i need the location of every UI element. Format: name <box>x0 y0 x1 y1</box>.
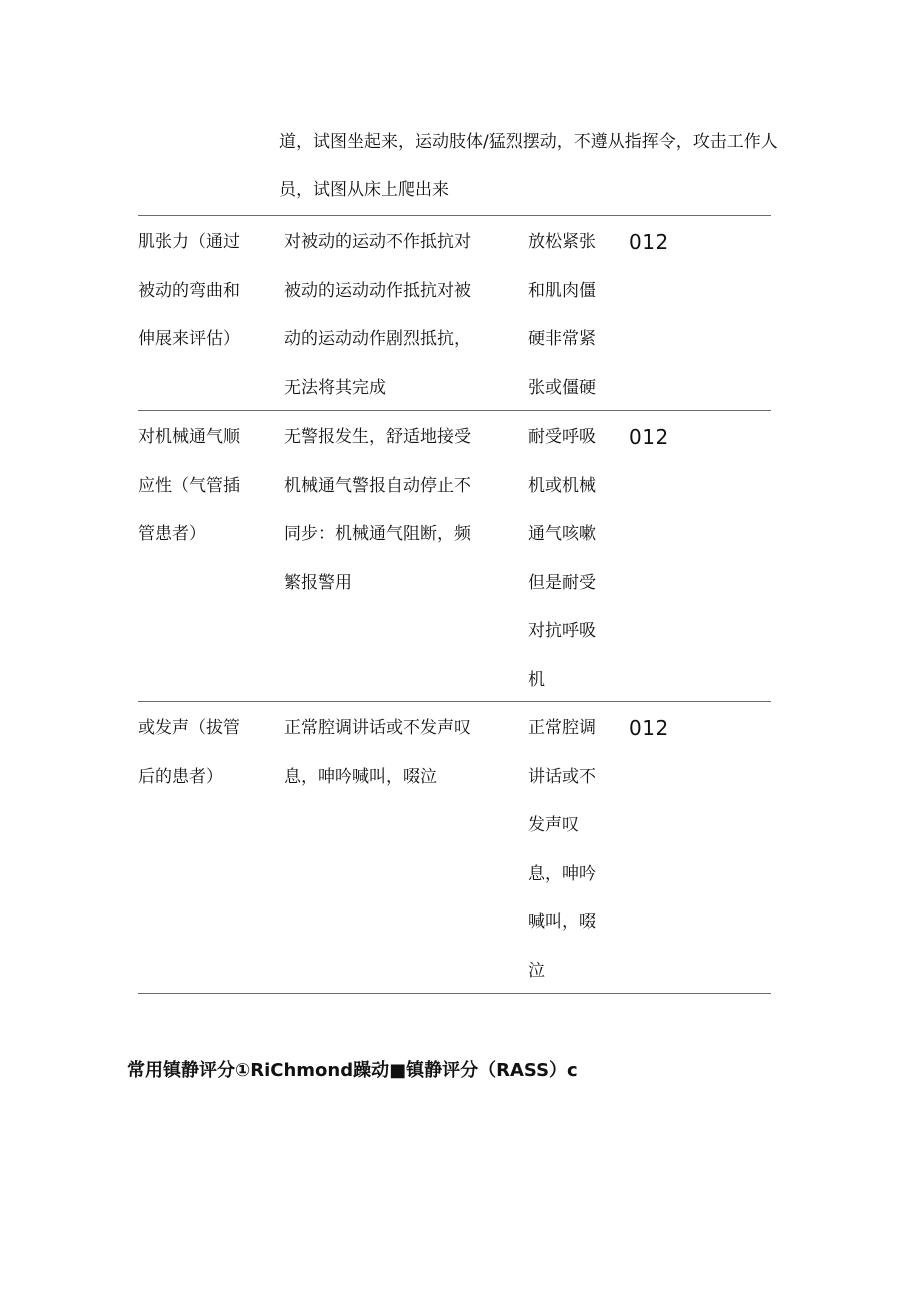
short-line: 张或僵硬 <box>528 377 596 398</box>
table-rule <box>138 215 771 216</box>
short-line: 机或机械 <box>528 475 596 496</box>
short-line: 放松紧张 <box>528 232 596 252</box>
short-line: 喊叫，啜 <box>528 912 596 932</box>
description-line: 繁报警用 <box>284 572 352 593</box>
score-value: 012 <box>629 425 669 449</box>
short-line: 发声叹 <box>528 815 579 835</box>
item-line: 肌张力（通过 <box>138 232 240 252</box>
description-line: 无警报发生，舒适地接受 <box>284 427 471 447</box>
item-cell <box>138 704 258 801</box>
table-rule <box>138 701 771 702</box>
continued-line: 道，试图坐起来，运动肢体/猛烈摆动，不遵从指挥令，攻击工作人 <box>279 132 778 152</box>
description-line: 被动的运动动作抵抗对被 <box>284 280 471 301</box>
short-line: 和肌肉僵 <box>528 280 596 301</box>
short-line: 讲话或不 <box>528 766 596 787</box>
description-line: 动的运动动作剧烈抵抗， <box>284 329 471 349</box>
continued-description <box>279 118 799 214</box>
short-line: 硬非常紧 <box>528 329 596 349</box>
score-cell <box>629 413 689 462</box>
score-value: 012 <box>629 230 669 254</box>
description-line: 息，呻吟喊叫，啜泣 <box>284 766 437 787</box>
description-cell <box>284 413 484 607</box>
item-line: 后的患者） <box>138 766 223 787</box>
short-line: 息，呻吟 <box>528 863 596 884</box>
item-cell <box>138 413 258 559</box>
description-line: 机械通气警报自动停止不 <box>284 475 471 496</box>
description-line: 对被动的运动不作抵抗对 <box>284 232 471 252</box>
short-description-cell <box>528 413 608 704</box>
short-line: 耐受呼吸 <box>528 427 596 447</box>
score-value: 012 <box>629 716 669 740</box>
item-line: 应性（气管插 <box>138 475 240 496</box>
item-line: 对机械通气顺 <box>138 427 240 447</box>
description-line: 正常腔调讲话或不发声叹 <box>284 718 471 738</box>
short-line: 但是耐受 <box>528 572 596 593</box>
description-line: 同步：机械通气阻断，频 <box>284 524 471 544</box>
short-description-cell <box>528 218 608 412</box>
item-line: 伸展来评估） <box>138 329 240 349</box>
score-cell <box>629 704 689 753</box>
table-rule <box>138 410 771 411</box>
table-rule <box>138 993 771 994</box>
item-line: 被动的弯曲和 <box>138 280 240 301</box>
short-description-cell <box>528 704 608 995</box>
short-line: 正常腔调 <box>528 718 596 738</box>
short-line: 泣 <box>528 960 545 981</box>
short-line: 通气咳嗽 <box>528 524 596 544</box>
item-cell <box>138 218 258 364</box>
short-line: 对抗呼吸 <box>528 621 596 641</box>
item-line: 或发声（拔管 <box>138 718 240 738</box>
continued-line: 员，试图从床上爬出来 <box>279 180 449 200</box>
short-line: 机 <box>528 669 545 690</box>
description-line: 无法将其完成 <box>284 377 386 398</box>
item-line: 管患者） <box>138 524 206 544</box>
description-cell <box>284 704 484 801</box>
score-cell <box>629 218 689 267</box>
description-cell <box>284 218 484 412</box>
section-heading: 常用镇静评分①RiChmond躁动■镇静评分（RASS）c <box>127 1060 578 1081</box>
